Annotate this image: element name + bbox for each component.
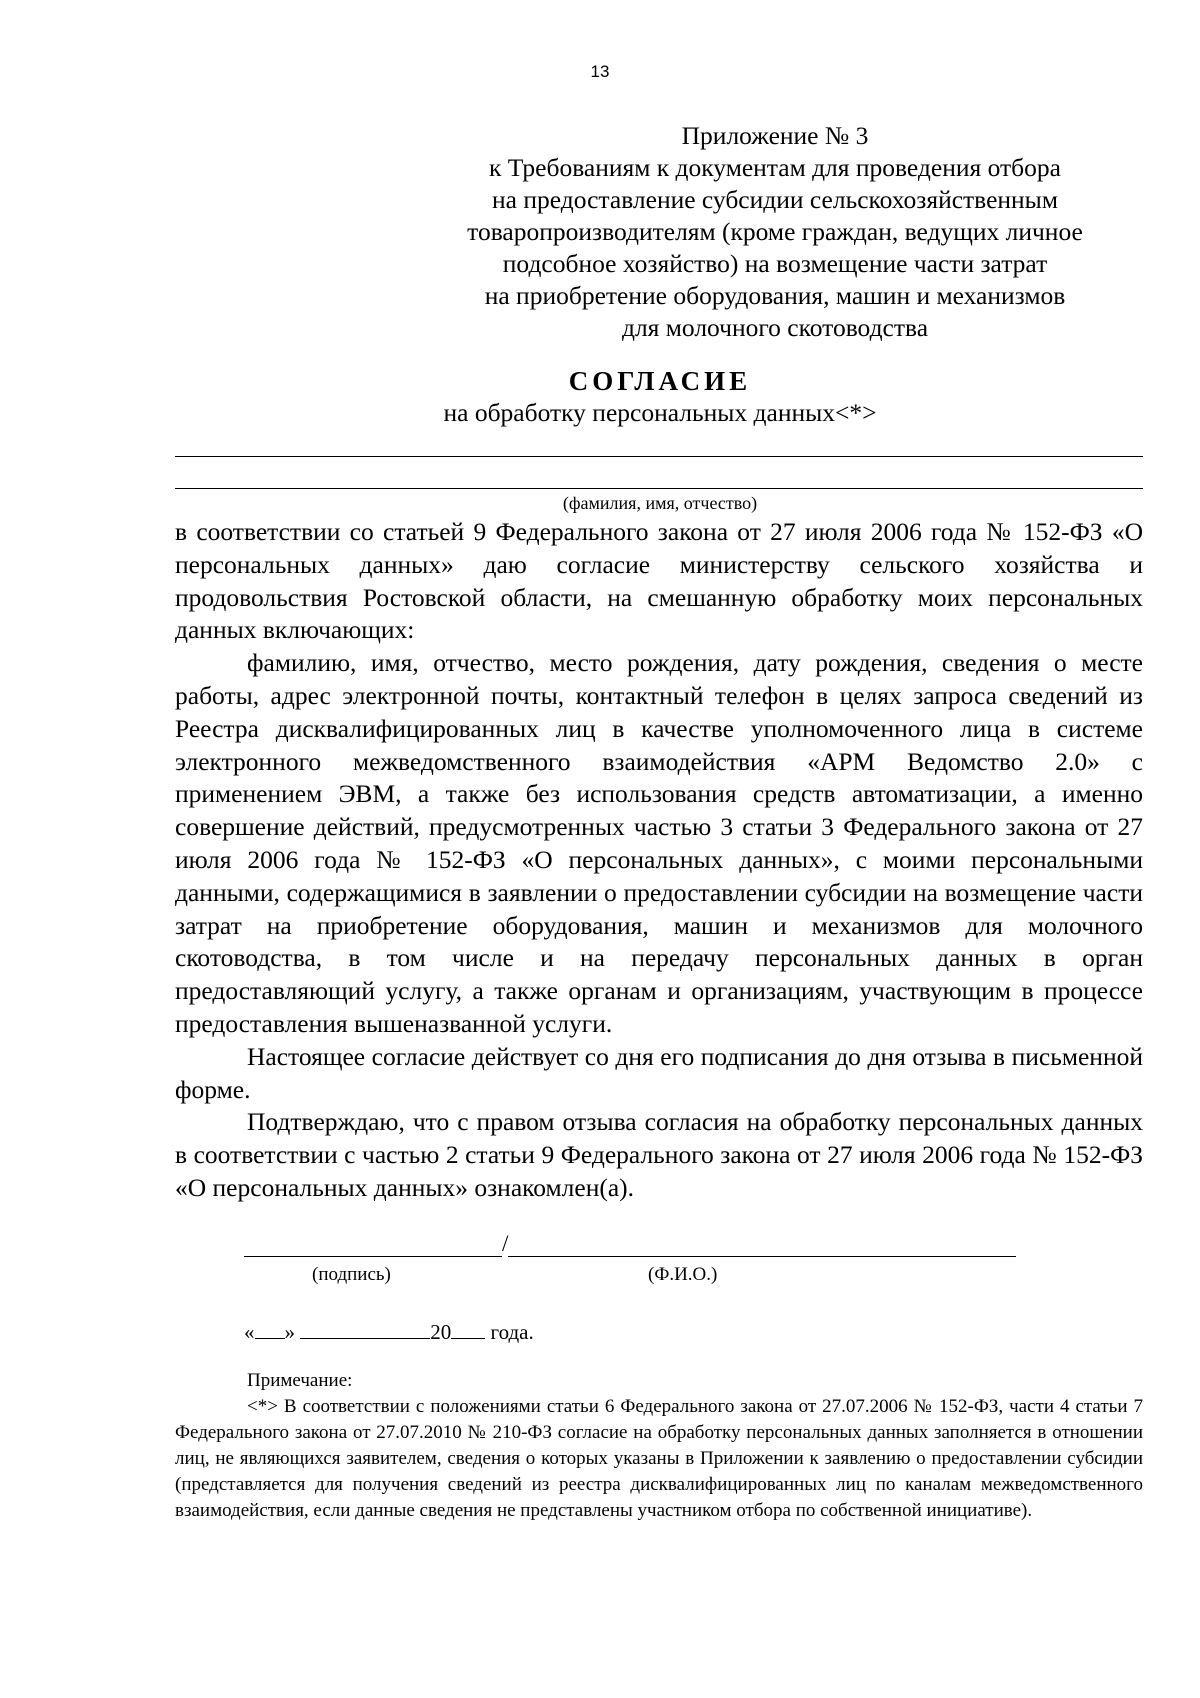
- signature-label: (подпись): [312, 1264, 391, 1285]
- consent-body: [175, 516, 1143, 1205]
- appendix-line: для молочного скотоводства: [621, 313, 929, 342]
- year-suffix: года.: [490, 1320, 534, 1344]
- footnote: [175, 1368, 1143, 1524]
- date-open-quote: «: [244, 1320, 255, 1344]
- appendix-line: на приобретение оборудования, машин и механизмов: [484, 281, 1066, 310]
- year-field[interactable]: [451, 1318, 485, 1339]
- body-paragraph: Настоящее согласие действует со дня его подписания до дня отзыва в письменной форме.: [175, 1041, 1143, 1104]
- appendix-header: [395, 120, 1155, 344]
- year-prefix: 20: [430, 1320, 452, 1344]
- name-field-caption: (фамилия, имя, отчество): [562, 493, 758, 513]
- body-paragraph: Подтверждаю, что с правом отзыва согласия на обработку персональных данных в соответствии с частью 2 статьи 9 Федерального закона от 27 июля 2006 года № 152-ФЗ «О персональных данных» ознакомлен(а).: [175, 1107, 1143, 1202]
- name-blank-line-2[interactable]: [175, 488, 1143, 489]
- appendix-line: на предоставление субсидии сельскохозяйственным: [492, 185, 1058, 214]
- signature-row: [244, 1230, 1016, 1257]
- appendix-line: подсобное хозяйство) на возмещение части затрат: [502, 249, 1048, 278]
- full-name-field[interactable]: [508, 1230, 1016, 1257]
- page-number: 13: [590, 62, 610, 81]
- date-line: [244, 1318, 534, 1345]
- date-close-quote: »: [284, 1320, 295, 1344]
- document-title: СОГЛАСИЕ: [568, 366, 752, 396]
- signature-separator: /: [502, 1231, 509, 1256]
- signature-field[interactable]: [244, 1230, 502, 1257]
- footnote-text: <*> В соответствии с положениями статьи 6 Федерального закона от 27.07.2006 № 152-ФЗ, части 4 статьи 7 Федерального закона от 27.07.2010 № 210-ФЗ согласие на обработку персональных данных заполняется в отношении лиц, не являющихся заявителем, сведения о которых указаны в Приложении к заявлению о предоставлении субсидии (представляется для получения сведений из реестра дисквалифицированных лиц по каналам межведомственного взаимодействия, если данные сведения не представлены участником отбора по собственной инициативе).: [175, 1396, 1143, 1521]
- footnote-heading: Примечание:: [247, 1370, 353, 1391]
- day-field[interactable]: [255, 1318, 285, 1339]
- appendix-line: к Требованиям к документам для проведения отбора: [489, 153, 1061, 182]
- full-name-label: (Ф.И.О.): [648, 1264, 718, 1285]
- body-paragraph: фамилию, имя, отчество, место рождения, дату рождения, сведения о месте работы, адрес электронной почты, контактный телефон в целях запроса сведений из Реестра дисквалифицированных лиц в качестве уполномоченного лица в системе электронного межведомственного взаимодействия «АРМ Ведомство 2.0» с применением ЭВМ, а также без использования средств автоматизации, а именно совершение действий, предусмотренных частью 3 статьи 3 Федерального закона от 27 июля 2006 года № 152-ФЗ «О персональных данных», с моими персональными данными, содержащимися в заявлении о предоставлении субсидии на возмещение части затрат на приобретение оборудования, машин и механизмов для молочного скотоводства, в том числе и на передачу персональных данных в орган предоставляющий услугу, а также органам и организациям, участвующим в процессе предоставления вышеназванной услуги.: [175, 648, 1143, 1038]
- month-field[interactable]: [300, 1318, 430, 1339]
- body-paragraph: в соответствии со статьей 9 Федерального закона от 27 июля 2006 года № 152-ФЗ «О персональных данных» даю согласие министерству сельского хозяйства и продовольствия Ростовской области, на смешанную обработку моих персональных данных включающих:: [175, 517, 1143, 645]
- document-subtitle: на обработку персональных данных<*>: [443, 398, 877, 427]
- appendix-line: Приложение № 3: [681, 121, 869, 150]
- name-blank-line-1[interactable]: [175, 456, 1143, 457]
- appendix-line: товаропроизводителям (кроме граждан, ведущих личное: [467, 217, 1083, 246]
